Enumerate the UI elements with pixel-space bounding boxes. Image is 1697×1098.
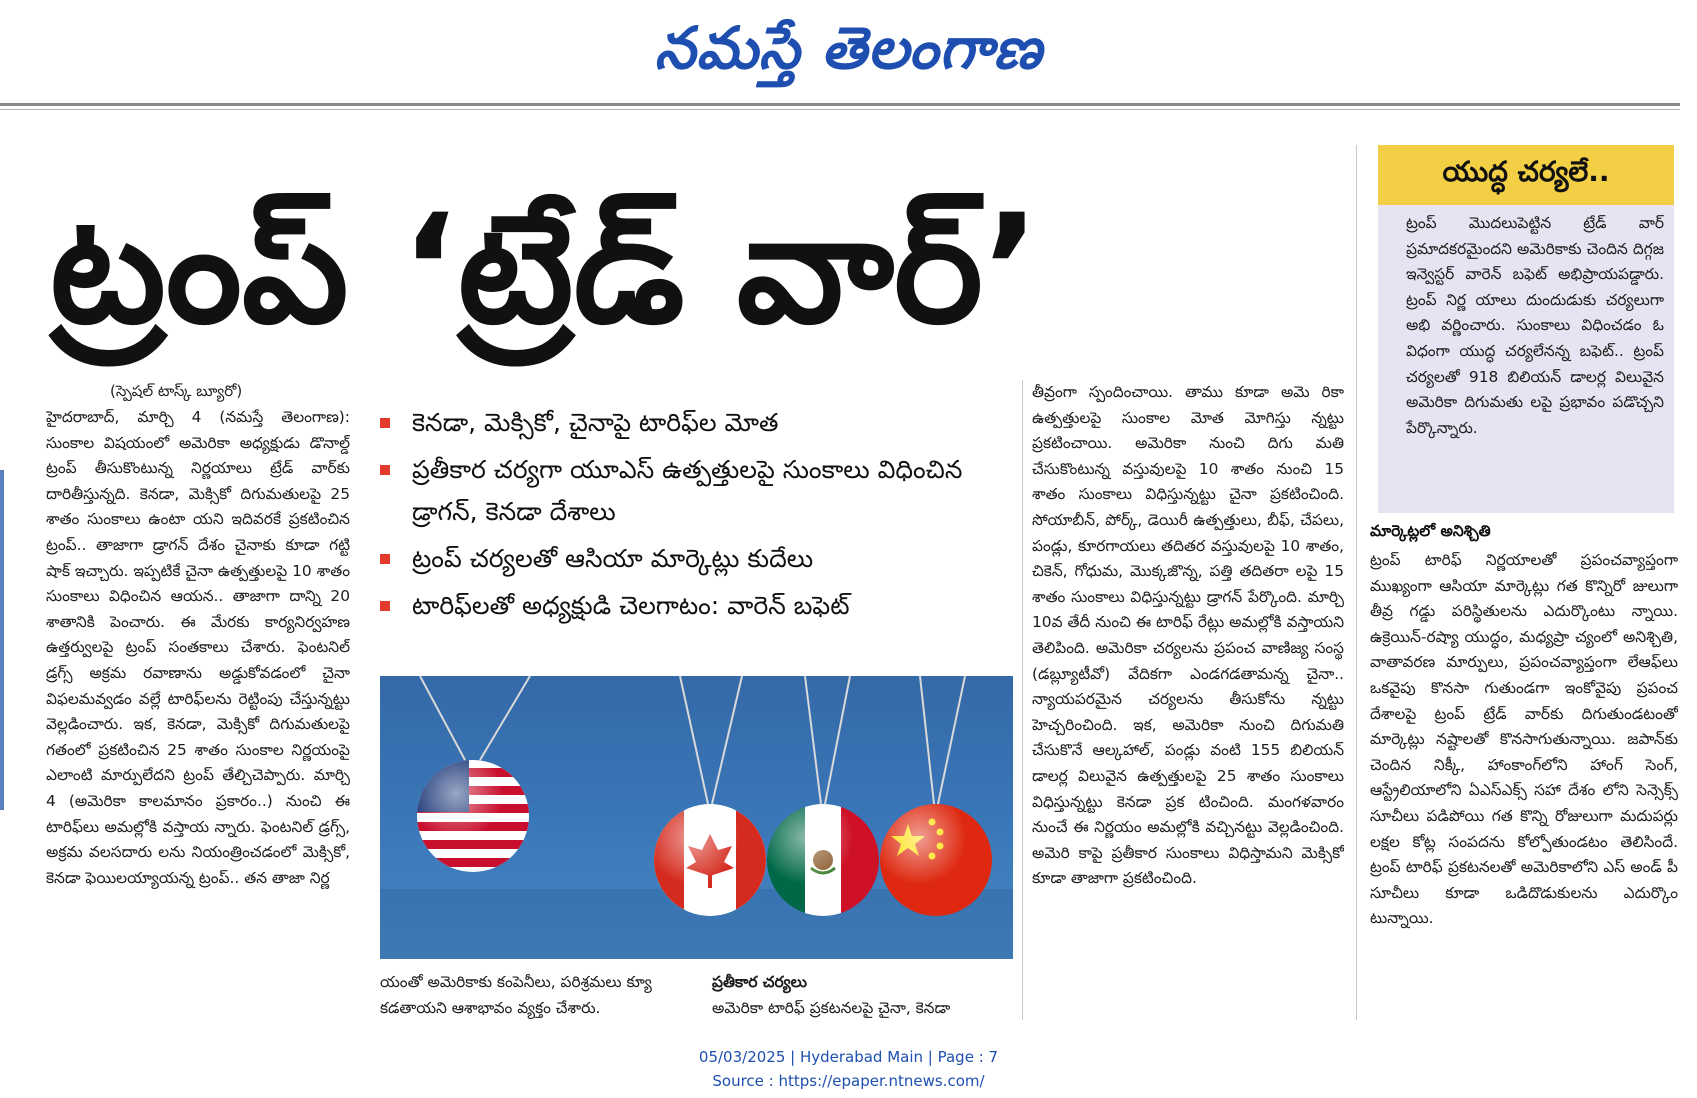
column-divider [1022,380,1023,1020]
newtons-cradle-flags-illustration [380,676,1013,959]
retaliation-section [712,970,1022,1021]
usa-flag-ball-icon [417,760,529,872]
masthead-rule-thin [0,109,1680,110]
headline: ట్రంప్ ‘ట్రేడ్ వార్’ [50,183,1040,357]
page-edge-bar [0,470,4,810]
article-column-middle: తీవ్రంగా స్పందించాయి. తాము కూడా అమె రికా ఉత్పత్తులపై సుంకాల మోత మోగిస్తు న్నట్టు ప్రకటించాయి. అమెరికా నుంచి దిగు మతి చేసుకొంటున్న వస్తువులపై 10 శాతం నుంచి 15 శాతం సుంకాలు విధిస్తున్నట్టు చైనా ప్రకటించింది. సోయాబీన్, పోర్క్, డెయిరీ ఉత్పత్తులు, బీఫ్, చేపలు, పండ్లు, కూరగాయలు తదితర వస్తువులపై 10 శాతం, చికెన్, గోధుమ, మొక్కజొన్న, పత్తి తదితరా లపై 15 శాతం సుంకాలు విధిస్తున్నట్టు డ్రాగన్ పేర్కొంది. మార్చి 10వ తేదీ నుంచి ఈ టారిఫ్ రేట్లు అమల్లోకి వస్తాయని తెలిపింది. అమెరికా చర్యలను ప్రపంచ వాణిజ్య సంస్థ (డబ్ల్యూటీవో) వేదికగా ఎండగడతామన్న చైనా.. న్యాయపరమైన చర్యలను తీసుకోను న్నట్టు హెచ్చరించింది. ఇక, అమెరికా నుంచి దిగుమతి చేసుకొనే ఆల్కహాల్, పండ్లు వంటి 155 బిలియన్ డాలర్ల విలువైన ఉత్పత్తులపై 25 శాతం సుంకాలు విధిస్తున్నట్టు కెనడా ప్రక టించింది. మంగళవారం నుంచే ఈ నిర్ణయం అమల్లోకి వచ్చినట్టు వెల్లడించింది. అమెరి కాపై ప్రతీకార సుంకాలు విధిస్తామని మెక్సికో కూడా తాజాగా ప్రకటించింది. [1032,383,1344,888]
section-heading: ప్రతీకార చర్యలు [712,973,807,991]
photo-caption-continuation: యంతో అమెరికాకు కంపెనీలు, పరిశ్రమలు క్యూ కడతాయని ఆశాభావం వ్యక్తం చేశారు. [380,973,652,1017]
highlight-item [380,449,1020,533]
highlights-list [380,402,1020,632]
bullet-square-icon [380,418,390,428]
article-photo [380,676,1013,959]
section-heading-markets: మార్కెట్లలో అనిశ్చితి [1370,522,1491,540]
bullet-square-icon [380,601,390,611]
masthead-rule [0,103,1680,106]
bullet-square-icon [380,554,390,564]
bullet-square-icon [380,465,390,475]
highlight-text: ట్రంప్ చర్యలతో ఆసియా మార్కెట్లు కుదేలు [412,544,814,573]
highlight-text: కెనడా, మెక్సికో, చైనాపై టారిఫ్‌ల మోత [412,408,779,437]
sidebar-title: యుద్ధ చర్యలే.. [1378,145,1674,205]
highlight-item [380,585,1020,627]
highlight-text: టారిఫ్‌లతో అధ్యక్షుడి చెలగాటం: వారెన్ బఫెట్ [412,591,850,620]
highlight-item [380,402,1020,444]
highlight-item [380,538,1020,580]
masthead [0,0,1697,110]
sidebar-text: ట్రంప్ మొదలుపెట్టిన ట్రేడ్ వార్ ప్రమాదకరమైందని అమెరికాకు చెందిన దిగ్గజ ఇన్వెస్టర్ వారెన్ బఫెట్ అభిప్రాయపడ్డారు. ట్రంప్ నిర్ణ యాలు దుందుడుకు చర్యలుగా అభి వర్ణించారు. సుంకాలు విధించడం ఓ విధంగా యుద్ధ చర్యలేనన్న బఫెట్.. ట్రంప్ చర్యలతో 918 బిలియన్ డాలర్ల విలువైన అమెరికా దిగుమతు లపై ప్రభావం పడొచ్చని పేర్కొన్నారు. [1406,214,1664,437]
article-column-right: ట్రంప్ టారిఫ్ నిర్ణయాలతో ప్రపంచవ్యాప్తంగా ముఖ్యంగా ఆసియా మార్కెట్లు గత కొన్నిరో జులుగా తీవ్ర గడ్డు పరిస్థితులను ఎదుర్కొంటు న్నాయి. ఉక్రెయిన్-రష్యా యుద్ధం, మధ్యప్రా చ్యంలో అనిశ్చితి, వాతావరణ మార్పులు, ప్రపంచవ్యాప్తంగా లేఆఫ్‌లు ఒకవైపు కొనసా గుతుండగా ఇంకోవైపు ప్రపంచ దేశాలపై ట్రంప్ ట్రేడ్ వార్‌కు దిగుతుండటంతో మార్కెట్లు నష్టాలతో కొనసాగుతున్నాయి. జపాన్‌కు చెందిన నిక్కీ, హాంకాంగ్‌లోని హాంగ్ సెంగ్, ఆస్ట్రేలియాలోని ఏఎస్ఎక్స్ సహా దేశం లోని సెన్సెక్స్ సూచీలు పడిపోయి గత కొన్ని రోజులుగా మదుపర్లు లక్షల కోట్ల సంపదను కోల్పోతుండటం తెలిసిందే. ట్రంప్ టారిఫ్ ప్రకటనలతో అమెరికాలోని ఎస్ అండ్ పీ సూచీలు కూడా ఒడిదొడుకులను ఎదుర్కొం టున్నాయి. [1370,551,1678,928]
china-flag-ball-icon [880,804,992,916]
footer-source-link[interactable]: Source : https://epaper.ntnews.com/ [712,1072,985,1090]
masthead-title: నమస్తే తెలంగాణ [654,13,1043,82]
footer-edition-info: 05/03/2025 | Hyderabad Main | Page : 7 [698,1048,999,1066]
section-text: అమెరికా టారిఫ్ ప్రకటనలపై చైనా, కెనడా [712,998,951,1017]
sidebar-box [1378,145,1674,513]
byline: (స్పెషల్ టాస్క్ బ్యూరో) [110,382,243,400]
canada-flag-ball-icon [654,804,766,916]
mexico-flag-ball-icon [767,804,879,916]
highlight-text: ప్రతీకార చర్యగా యూఎస్ ఉత్పత్తులపై సుంకాలు విధించిన డ్రాగన్, కెనడా దేశాలు [412,455,963,526]
column-divider [1356,145,1357,1020]
article-column-left: హైదరాబాద్, మార్చి 4 (నమస్తే తెలంగాణ): సుంకాల విషయంలో అమెరికా అధ్యక్షుడు డొనాల్డ్ ట్రంప్ తీసుకొంటున్న నిర్ణయాలు ట్రేడ్ వార్‌కు దారితీస్తున్నది. కెనడా, మెక్సికో దిగుమతులపై 25 శాతం సుంకాలు ఉంటా యని ఇదివరకే ప్రకటించిన ట్రంప్.. తాజాగా డ్రాగన్ దేశం చైనాకు కూడా గట్టి షాక్ ఇచ్చారు. ఇప్పటికే చైనా ఉత్పత్తులపై 10 శాతం సుంకాలు విధించిన ఆయన.. తాజాగా దాన్ని 20 శాతానికి పెంచారు. ఈ మేరకు కార్యనిర్వహణ ఉత్తర్వులపై ట్రంప్ సంతకాలు చేశారు. ఫెంటనిల్ డ్రగ్స్ అక్రమ రవాణాను అడ్డుకోవడంలో చైనా విఫలమవ్వడం వల్లే టారిఫ్‌లను రెట్టింపు చేస్తున్నట్టు వెల్లడించారు. ఇక, కెనడా, మెక్సికో దిగుమతులపై గతంలో ప్రకటించిన 25 శాతం సుంకాల నిర్ణయంపై ఎలాంటి మార్పులేదని ట్రంప్ తేల్చిచెప్పారు. మార్చి 4 (అమెరికా కాలమానం ప్రకారం..) నుంచి ఈ టారిఫ్‌లు అమల్లోకి వస్తాయ న్నారు. ఫెంటనిల్ డ్రగ్స్, అక్రమ వలసదారు లను నియంత్రించడంలో మెక్సికో, కెనడా ఫెయిలయ్యాయన్న ట్రంప్.. తన తాజా నిర్ణ [46,408,350,887]
